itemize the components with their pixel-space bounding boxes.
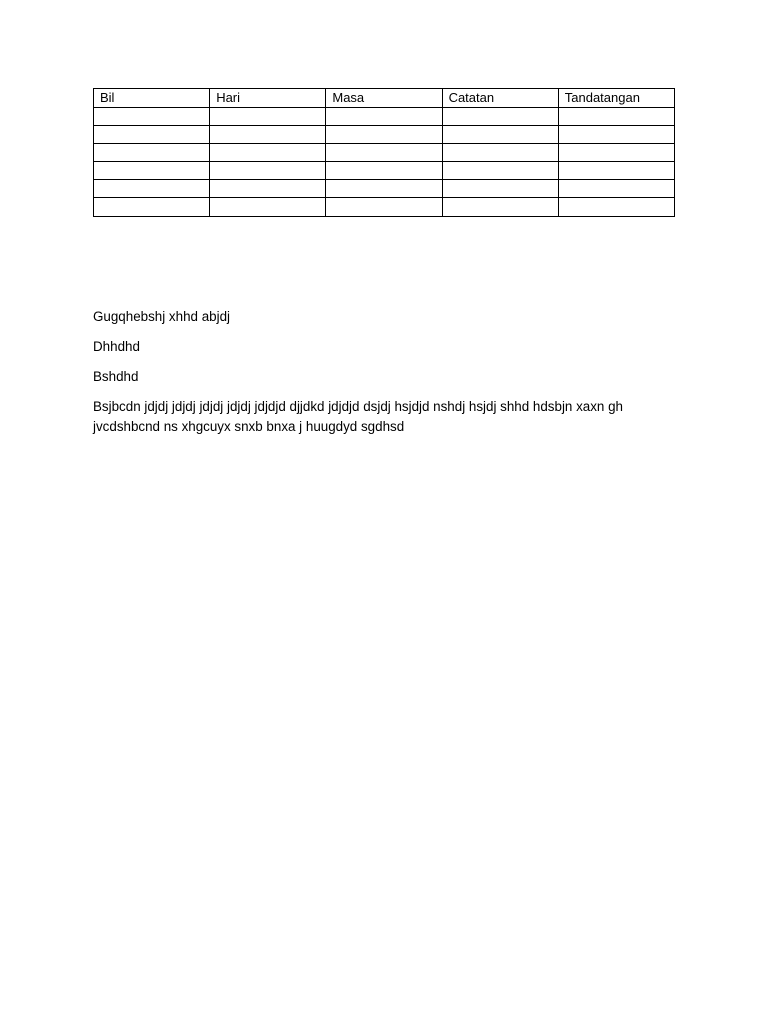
table-cell [210, 143, 326, 161]
table-cell [210, 107, 326, 125]
paragraph-1: Gugqhebshj xhhd abjdj [93, 309, 230, 324]
header-bil: Bil [94, 89, 210, 108]
table-cell [326, 125, 442, 143]
table-cell [326, 143, 442, 161]
table-cell [94, 107, 210, 125]
table-cell [558, 143, 674, 161]
table-cell [558, 107, 674, 125]
attendance-table [93, 88, 675, 217]
table-row [94, 198, 675, 216]
table-cell [442, 125, 558, 143]
table-cell [326, 107, 442, 125]
table-cell [94, 180, 210, 198]
table-cell [442, 180, 558, 198]
table-cell [558, 180, 674, 198]
table-cell [94, 198, 210, 216]
table-cell [558, 162, 674, 180]
table-cell [558, 125, 674, 143]
table-row [94, 180, 675, 198]
table-cell [210, 198, 326, 216]
table-cell [442, 107, 558, 125]
table-cell [210, 162, 326, 180]
table-cell [558, 198, 674, 216]
table-row [94, 125, 675, 143]
table-cell [210, 180, 326, 198]
table-cell [442, 143, 558, 161]
table-header [94, 89, 675, 108]
table-row [94, 107, 675, 125]
table-cell [210, 125, 326, 143]
table-cell [94, 125, 210, 143]
table-cell [94, 143, 210, 161]
table-body [94, 107, 675, 216]
table-cell [94, 162, 210, 180]
table-cell [442, 198, 558, 216]
header-tandatangan: Tandatangan [558, 89, 674, 108]
paragraph-3: Bshdhd [93, 369, 139, 384]
table-row [94, 143, 675, 161]
paragraph-2: Dhhdhd [93, 339, 140, 354]
header-catatan: Catatan [442, 89, 558, 108]
paragraph-4: Bsjbcdn jdjdj jdjdj jdjdj jdjdj jdjdjd djjdkd jdjdjd dsjdj hsjdjd nshdj hsjdj shhd hdsbjn xaxn gh jvcdshbcnd ns xhgcuyx snxb bnxa j huugdyd sgdhsd [93, 399, 623, 434]
table-cell [326, 162, 442, 180]
table-row [94, 162, 675, 180]
header-masa: Masa [326, 89, 442, 108]
table-header-row [94, 89, 675, 108]
table-cell [442, 162, 558, 180]
header-hari: Hari [210, 89, 326, 108]
table-cell [326, 198, 442, 216]
table-cell [326, 180, 442, 198]
